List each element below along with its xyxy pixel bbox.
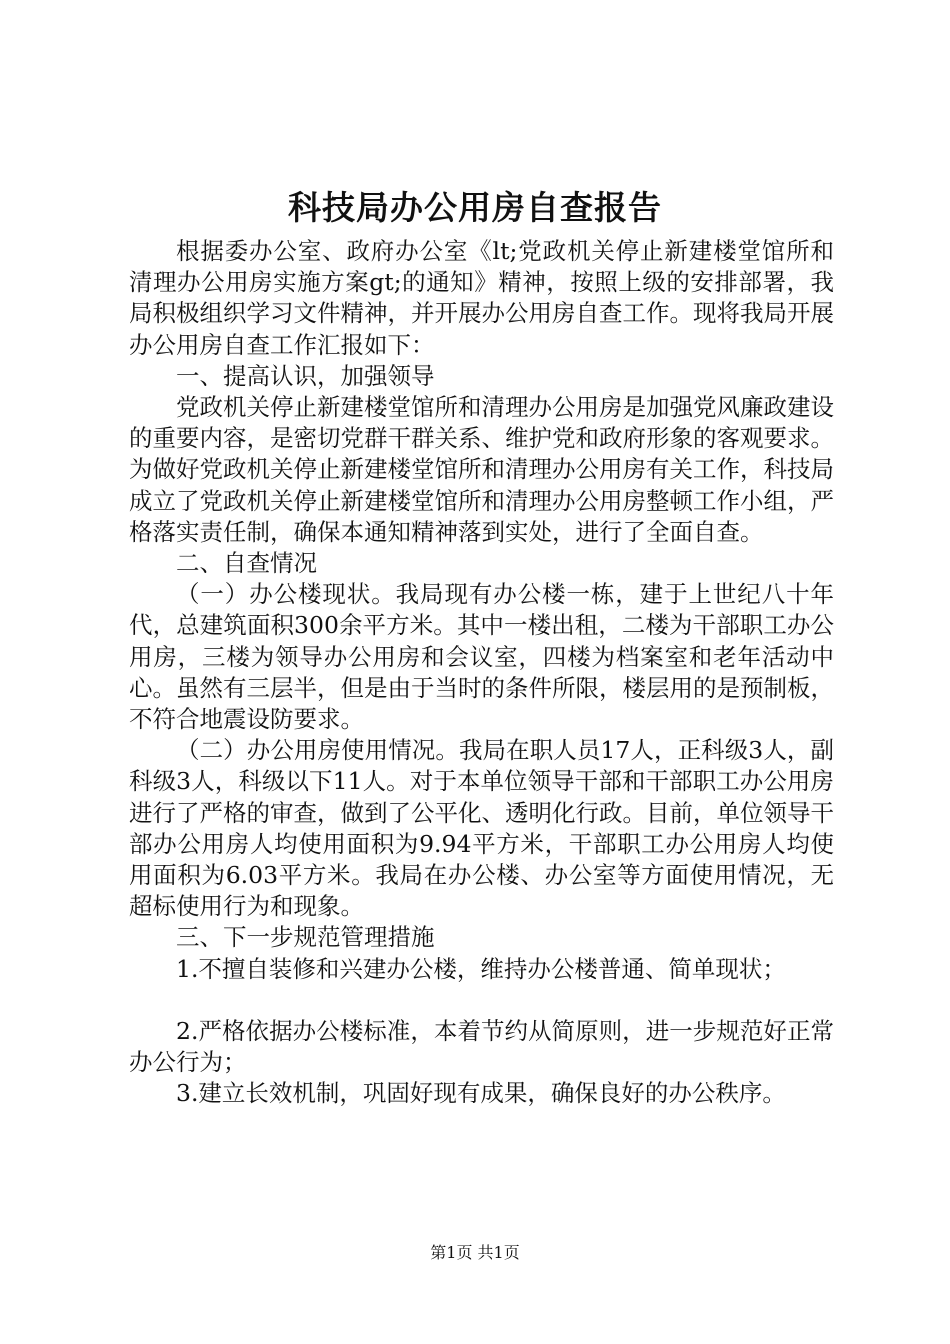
measure-item-3: 3.建立长效机制，巩固好现有成果，确保良好的办公秩序。 bbox=[176, 1079, 786, 1108]
measure-item-2: 2.严格依据办公楼标准，本着节约从简原则，进一步规范好正常办公行为； bbox=[129, 1016, 834, 1077]
section-2-paragraph-2: （二）办公用房使用情况。我局在职人员17人，正科级3人，副科级3人，科级以下11人。对于本单位领导干部和干部职工办公用房进行了严格的审查，做到了公平化、透明化行政。目前，单位领导干部办公用房人均使用面积为9.94平方米，干部职工办公用房人均使用面积为6.03平方米。我局在办公楼、办公室等方面使用情况，无超标使用行为和现象。 bbox=[129, 736, 834, 921]
section-heading-1: 一、提高认识，加强领导 bbox=[176, 361, 435, 390]
document-title: 科技局办公用房自查报告 bbox=[288, 188, 662, 227]
blank-line bbox=[129, 985, 834, 1016]
section-heading-3: 三、下一步规范管理措施 bbox=[176, 923, 435, 952]
section-heading-2: 二、自查情况 bbox=[176, 549, 317, 578]
intro-paragraph: 根据委办公室、政府办公室《lt;党政机关停止新建楼堂馆所和清理办公用房实施方案gt;的通知》精神，按照上级的安排部署，我局积极组织学习文件精神，并开展办公用房自查工作。现将我局开展办公用房自查工作汇报如下： bbox=[129, 237, 834, 359]
document-body bbox=[129, 236, 834, 1109]
section-2-paragraph-1: （一）办公楼现状。我局现有办公楼一栋，建于上世纪八十年代，总建筑面积300余平方米。其中一楼出租，二楼为干部职工办公用房，三楼为领导办公用房和会议室，四楼为档案室和老年活动中心。虽然有三层半，但是由于当时的条件所限，楼层用的是预制板，不符合地震设防要求。 bbox=[129, 580, 834, 734]
measure-item-1: 1.不擅自装修和兴建办公楼，维持办公楼普通、简单现状； bbox=[176, 954, 786, 983]
page-footer: 第1页 共1页 bbox=[430, 1243, 520, 1262]
section-1-paragraph: 党政机关停止新建楼堂馆所和清理办公用房是加强党风廉政建设的重要内容，是密切党群干群关系、维护党和政府形象的客观要求。为做好党政机关停止新建楼堂馆所和清理办公用房有关工作，科技局成立了党政机关停止新建楼堂馆所和清理办公用房整顿工作小组，严格落实责任制，确保本通知精神落到实处，进行了全面自查。 bbox=[129, 393, 834, 546]
